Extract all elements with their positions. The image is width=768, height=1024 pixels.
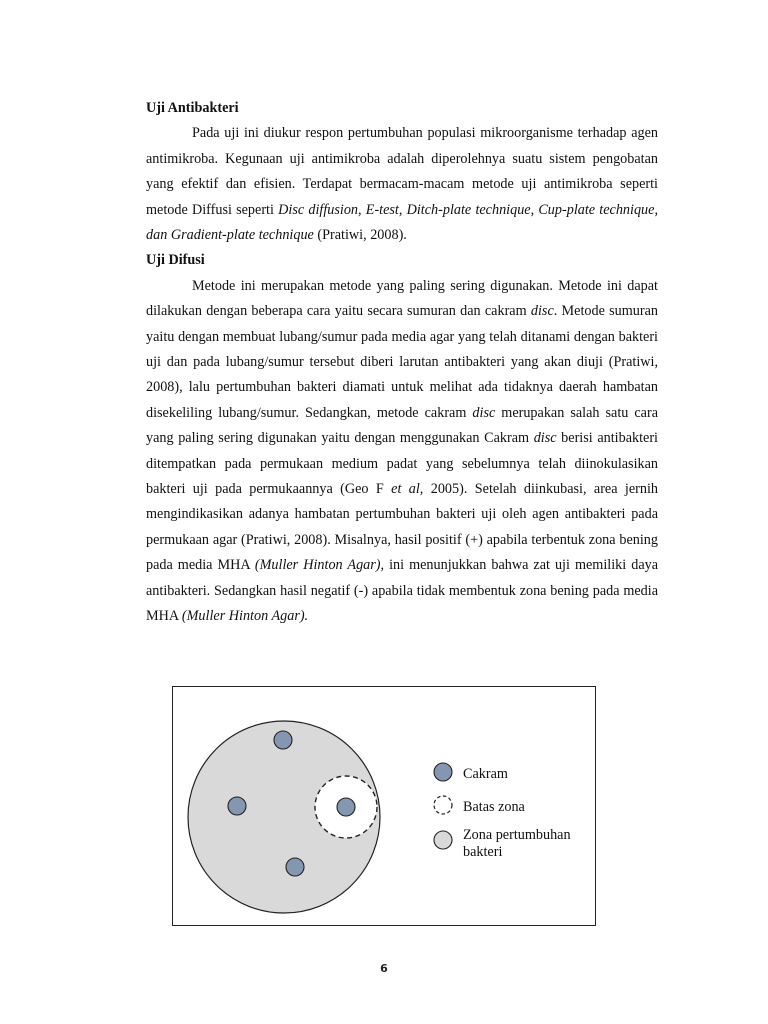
- legend-growth-label-line1: Zona pertumbuhan: [463, 827, 571, 843]
- legend-disc-label: Cakram: [463, 766, 508, 782]
- text-run: berisi antibakteri ditempatkan pada permukaan medium padat yang sebelumnya telah diinokulasikan bakteri uji pada permukaannya (Geo F: [146, 430, 658, 498]
- legend-zone-border-icon: [434, 796, 452, 814]
- text-run: disc: [530, 303, 554, 320]
- heading-uji-difusi: Uji Difusi: [146, 252, 205, 269]
- text-run: (Muller Hinton Agar): [254, 557, 381, 574]
- text-run: (Muller Hinton Agar).: [181, 608, 309, 625]
- paragraph-uji-antibakteri: [146, 121, 658, 248]
- legend-disc-icon: [434, 763, 452, 781]
- text-run: 2005). Setelah diinkubasi, area jernih mengindikasikan adanya hambatan pertumbuhan bakteri uji oleh agen antibakteri pada permukaan agar (Pratiwi, 2008). Misalnya, hasil positif (+) apabila terbentuk zona bening pada media MHA: [146, 481, 658, 574]
- legend-growth-icon: [434, 831, 452, 849]
- text-run: , ini menunjukkan bahwa zat uji memiliki daya antibakteri. Sedangkan hasil negatif (-) apabila tidak membentuk zona bening pada media MHA: [146, 557, 659, 625]
- text-run: Disc diffusion, E-test, Ditch-plate technique, Cup-plate technique, dan Gradient-plate technique: [146, 201, 658, 244]
- diffusion-test-figure: [172, 686, 596, 926]
- text-run: merupakan salah satu cara yang paling sering digunakan yaitu dengan menggunakan Cakram: [146, 404, 658, 447]
- legend-zone-border-label: Batas zona: [463, 799, 525, 815]
- text-run: . Metode sumuran yaitu dengan membuat lubang/sumur pada media agar yang telah ditanami dengan bakteri uji dan pada lubang/sumur tersebut diberi larutan antibakteri yang akan diuji (Pratiwi, 2008), lalu pertumbuhan bakteri diamati untuk melihat ada tidaknya daerah hambatan disekeliling lubang/sumur. Sedangkan, metode cakram: [146, 303, 658, 421]
- text-run: et al,: [391, 481, 424, 498]
- disc-top: [274, 731, 292, 749]
- petri-dish-diagram: [173, 687, 597, 927]
- document-body: [146, 96, 658, 630]
- text-run: disc: [472, 404, 496, 421]
- text-run: Metode ini merupakan metode yang paling sering digunakan. Metode ini dapat dilakukan dengan beberapa cara yaitu secara sumuran dan cakram: [146, 277, 658, 320]
- page-number: 6: [380, 962, 388, 975]
- text-run: Pada uji ini diukur respon pertumbuhan populasi mikroorganisme terhadap agen antimikroba. Kegunaan uji antimikroba adalah diperolehnya suatu sistem pengobatan yang efektif dan efisien. Terdapat bermacam-macam metode uji antimikroba seperti metode Diffusi seperti: [146, 125, 658, 218]
- heading-uji-antibakteri: Uji Antibakteri: [146, 100, 239, 116]
- paragraph-uji-difusi: [146, 274, 658, 630]
- legend-growth-label-line2: bakteri: [463, 844, 503, 860]
- disc-center-zone: [337, 798, 355, 816]
- text-run: disc: [533, 430, 557, 447]
- disc-left: [228, 797, 246, 815]
- disc-bottom: [286, 858, 304, 876]
- text-run: (Pratiwi, 2008).: [313, 227, 407, 244]
